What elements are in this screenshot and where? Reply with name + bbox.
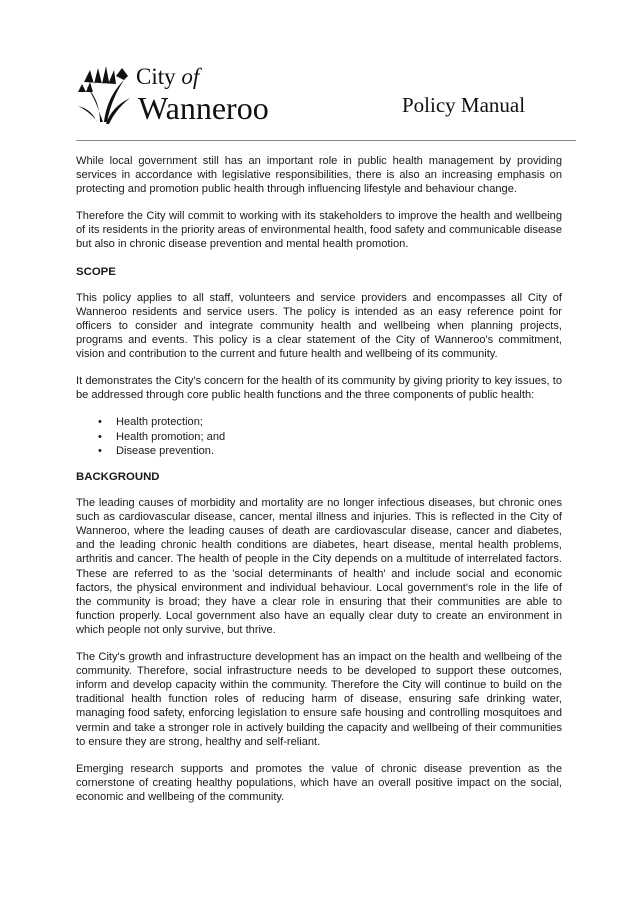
background-heading: BACKGROUND	[76, 471, 160, 484]
background-paragraph-1: The leading causes of morbidity and mortality are no longer infectious diseases, but chronic ones such as cardiovascular disease, cancer, mental illness and injuries. This is reflected in the City of Wanneroo, where the leading causes of death are cardiovascular disease, cancer and diabetes, and the leading chronic health conditions are diabetes, heart disease, mental health problems, arthritis and cancer. The health of people in the City depends on a multitude of interrelated factors. These are referred to as the 'social determinants of health' and include social and economic factors, the physical environment and individual behaviour. Local government's role in the life of the community is broad; they have a clear role in ensuring that their communities are able to function properly. Local government also have an equally clear duty to create an environment in which people not only survive, but thrive.	[76, 497, 562, 636]
city-logo	[76, 62, 306, 128]
scope-paragraph-1: This policy applies to all staff, volunteers and service providers and encompasses all City of Wanneroo residents and service users. The policy is intended as an easy reference point for officers to consider and integrate community health and wellbeing when planning projects, programs and events. This policy is a clear statement of the City of Wanneroo's commitment, vision and contribution to the current and future health and wellbeing of its community.	[76, 291, 562, 360]
list-item: • Disease prevention.	[98, 444, 562, 458]
background-paragraph-3: Emerging research supports and promotes the value of chronic disease prevention as the cornerstone of creating healthy populations, which have an overall positive impact on the social, economic and wellbeing of the community.	[76, 762, 562, 803]
scope-paragraph-2: It demonstrates the City's concern for the health of its community by giving priority to key issues, to be addressed through core public health functions and the three components of public health:	[76, 375, 562, 402]
list-item: • Health promotion; and	[98, 430, 562, 444]
background-paragraph-2: The City's growth and infrastructure development has an impact on the health and wellbeing of the community. Therefore, social infrastructure needs to be developed to support these outcomes, inform and develop capacity within the community. Therefore the City will continue to build on the traditional health function roles of reducing harm of disease, ensuring safe drinking water, managing food safety, enforcing legislation to ensure safe housing and controlling mosquitoes and vermin and take a stronger role in actively building the capacity and wellbeing of their communities to ensure they are strong, healthy and self-reliant.	[76, 651, 562, 748]
intro-paragraph-1: While local government still has an important role in public health management by providing services in accordance with legislative responsibilities, there is also an increasing emphasis on protecting and promotion public health through influencing lifestyle and behaviour change.	[76, 155, 562, 196]
logo-city-text: City of	[136, 64, 200, 89]
policy-manual-title: Policy Manual	[402, 93, 526, 117]
scope-heading: SCOPE	[76, 265, 116, 278]
document-body	[76, 154, 562, 817]
logo-name-text: Wanneroo	[138, 90, 269, 126]
intro-paragraph-2: Therefore the City will commit to working with its stakeholders to improve the health and wellbeing of its residents in the priority areas of environmental health, food safety and communicable disease but also in chronic disease prevention and mental health promotion.	[76, 210, 562, 251]
wanneroo-plant-logo-icon	[76, 62, 134, 126]
public-health-components-list	[76, 415, 562, 458]
header-divider	[76, 140, 576, 141]
list-item: • Health protection;	[98, 415, 562, 429]
